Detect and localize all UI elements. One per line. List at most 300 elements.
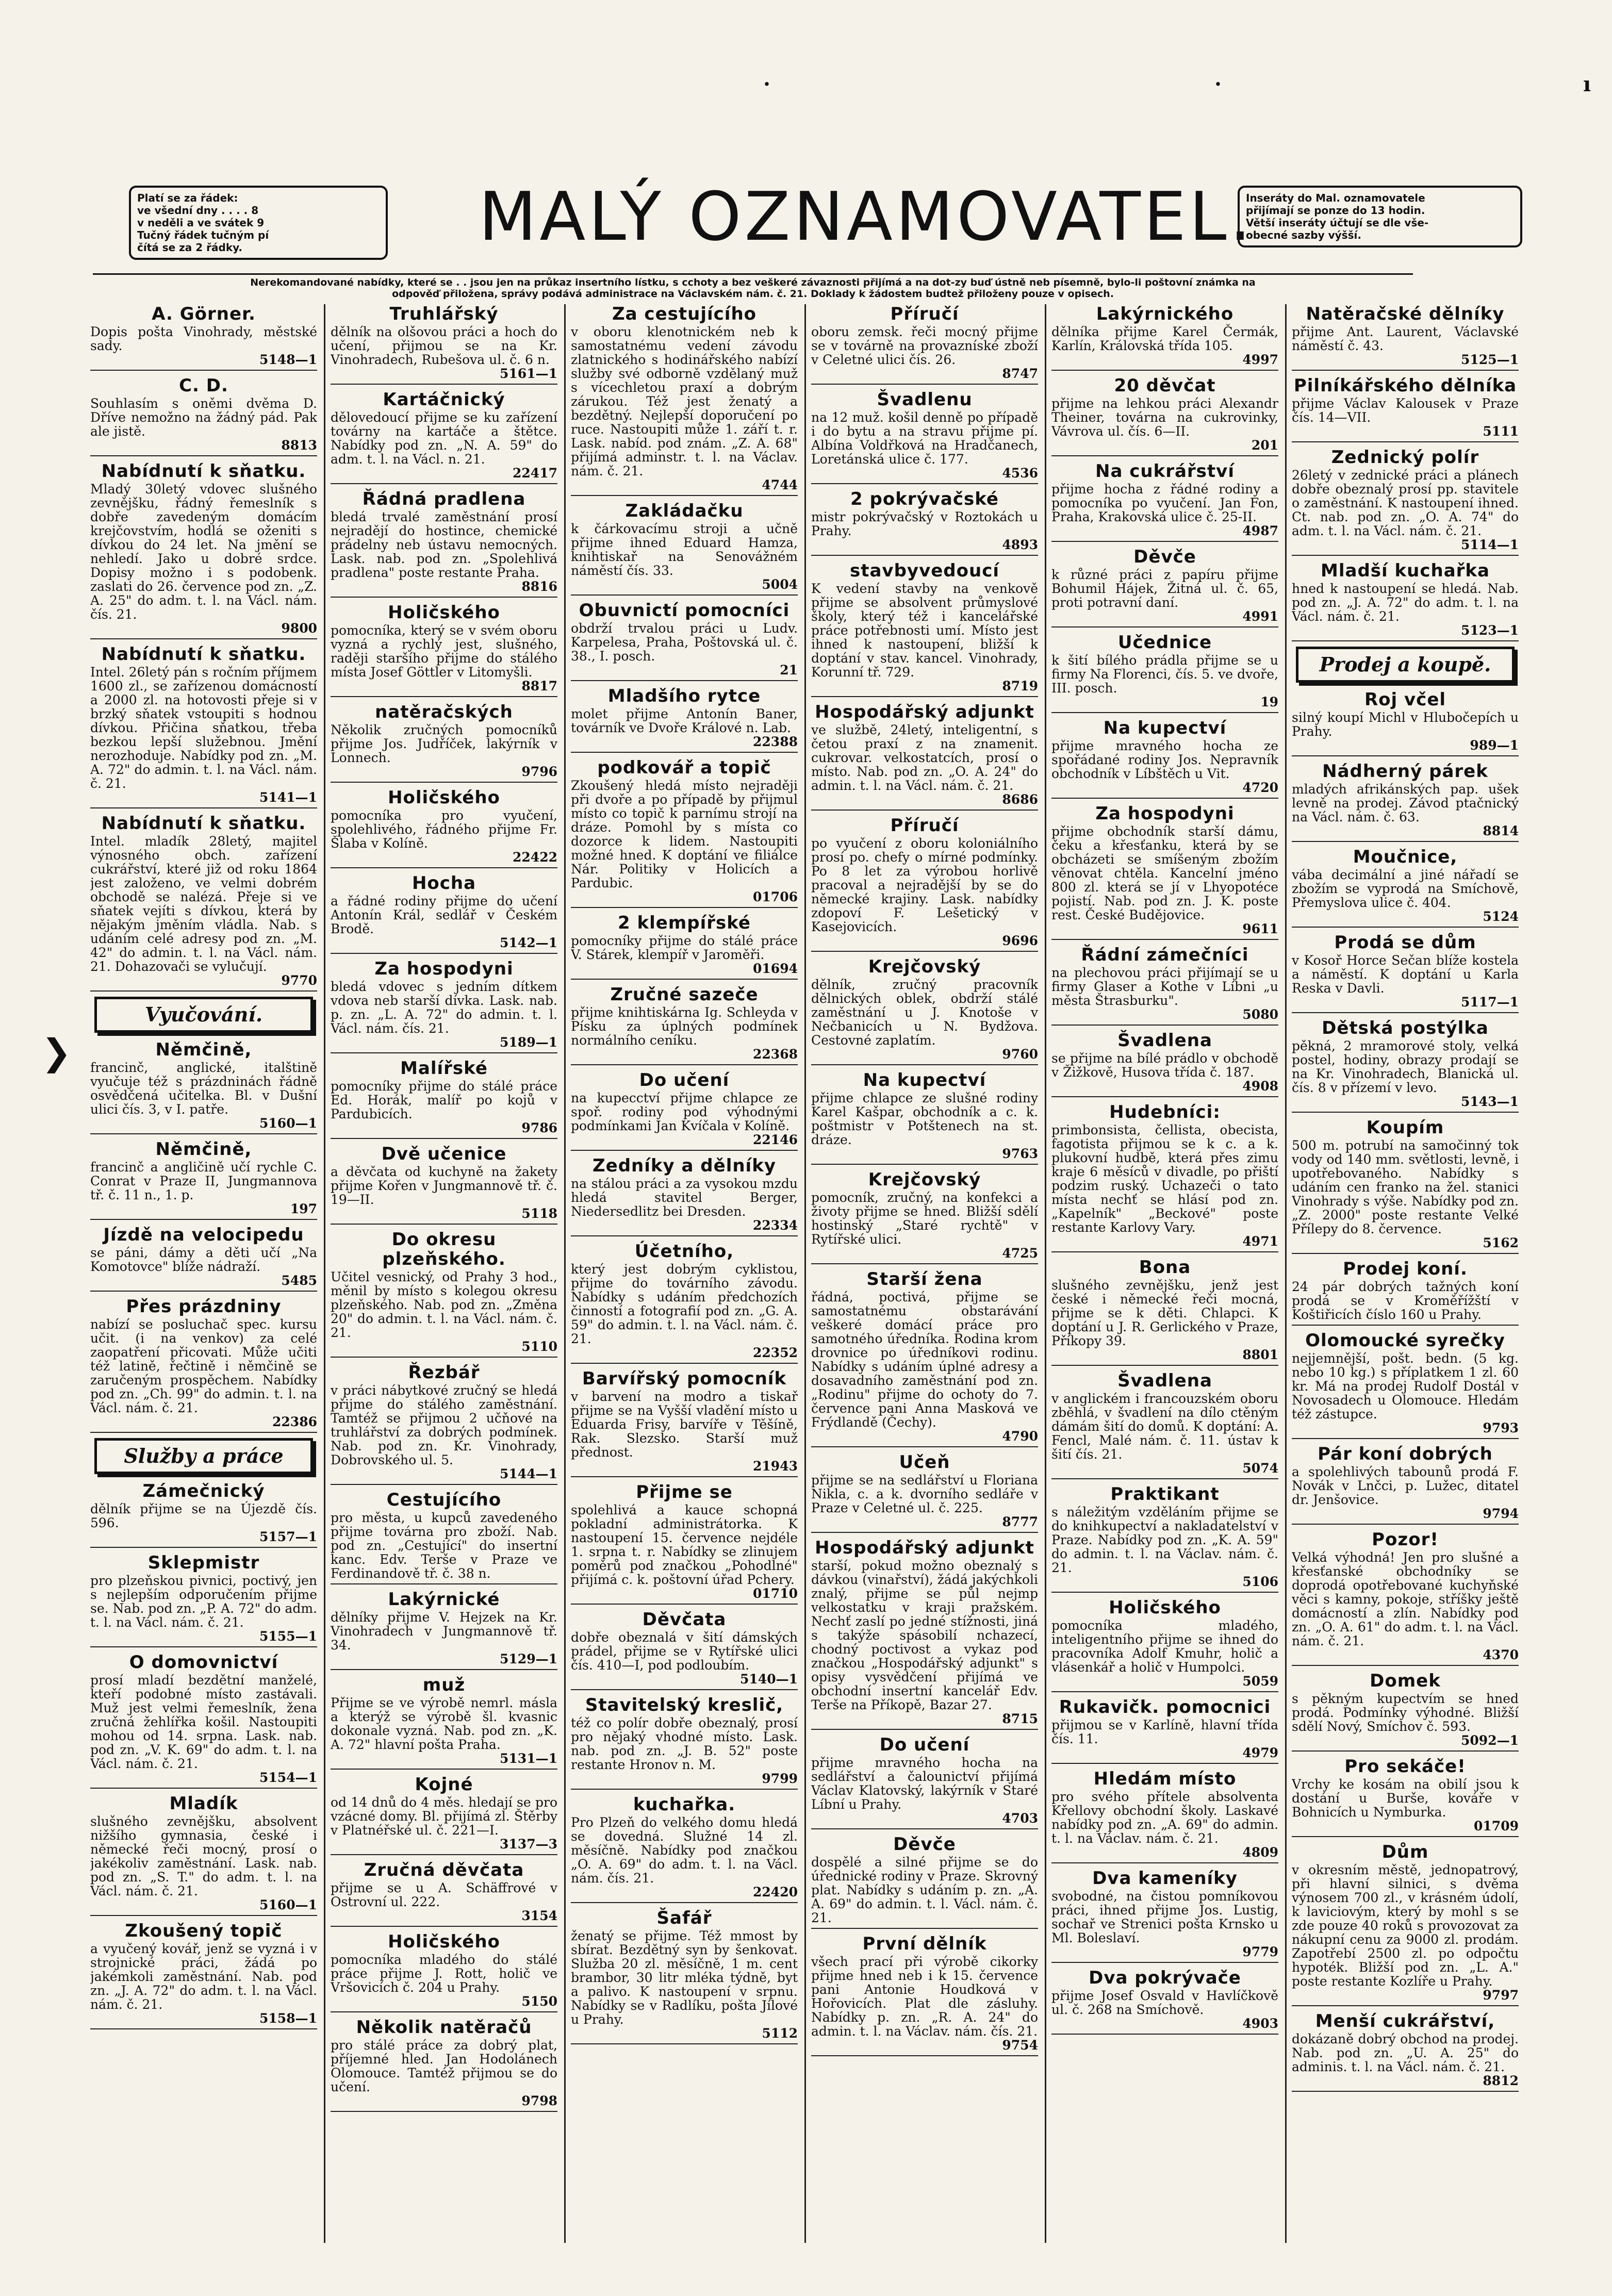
ad-code: 5117—1 (1461, 995, 1519, 1010)
ad-heading: První dělník (862, 1934, 987, 1954)
ad-code: 5141—1 (259, 790, 317, 805)
section-heading-box: Vyučování. (94, 997, 313, 1033)
classified-ad (811, 304, 1038, 385)
classified-ad (571, 601, 798, 681)
ad-body: Přijme se ve výrobě nemrl. másla a kterýž se výrobě šl. kvasnic dokonale vyzná. Nab. pod zn. „K. A. 72" hlavní pošta Praha. (331, 1695, 557, 1752)
ad-code: 22334 (753, 1218, 798, 1233)
classified-ad (571, 758, 798, 908)
ad-code: 8813 (281, 438, 317, 453)
ad-code: 4997 (1242, 352, 1278, 367)
classified-ad (331, 788, 557, 868)
ad-code: 9763 (1002, 1146, 1038, 1161)
ad-body: řádná, poctivá, přijme se samostatnému obstarávání veškeré domácí práce pro samotného úředníka. Rodina krom drovnice po úředníkovi rodinu. Nabídky s udáním úplné adresy a dosavadního zaměstnání pod zn. „Rodinu" přijme do ochoty do 7. července pani Anna Masková ve Frýdlandě (Čechy). (811, 1290, 1038, 1430)
ad-code: 8816 (521, 579, 557, 594)
ad-heading: Kartáčnický (383, 389, 505, 410)
ad-body: pomocníka pro vyučení, spolehlivého, řádného přijme Fr. Šlaba v Kolíně. (331, 808, 557, 851)
ad-body: přijme Josef Osvald v Havlíčkově ul. č. 268 na Smíchově. (1051, 1988, 1278, 2017)
ad-code: 989—1 (1470, 738, 1519, 753)
ad-code: 4703 (1002, 1811, 1038, 1826)
ad-heading: Pozor! (1372, 1529, 1439, 1550)
ad-heading: Hledám místo (1093, 1769, 1237, 1789)
ad-body: pěkná, 2 mramorové stoly, velká postel, hodiny, obrazy prodají se na Kr. Vinohradech, Blanická ul. čís. 8 v přízemí v levo. (1292, 1038, 1519, 1095)
ad-body: ženatý se přijme. Též mmost by sbírat. Bezdětný syn by šenkovat. Služba 20 zl. měsíčně, 1 m. cent brambor, 30 litr mléka týdně, byt a palivo. K nastoupení v srpnu. Nabídky se v Radlíku, pošta Jílové u Prahy. (571, 1928, 798, 2027)
ad-body: přijme obchodník starší dámu, čeku a křesťanku, která by se obcházeti se smíšeným zbožím věnovat chtěla. Kancelní jméno 800 zl. která se jí v Lhyopotéce pojistí. Nab. pod zn. J. K. poste rest. České Budějovice. (1051, 824, 1278, 922)
classified-ad (90, 461, 317, 639)
ad-code: 5140—1 (740, 1672, 798, 1687)
ad-body: pomocníky přijme do stálé práce V. Stárek, klempíř v Jaroměři. (571, 933, 798, 962)
margin-arrow-icon: ❯ (41, 1031, 72, 1073)
ad-code: 5144—1 (500, 1466, 557, 1481)
classified-ad (811, 1835, 1038, 1929)
ad-heading: Za cestujícího (612, 304, 757, 324)
ad-heading: C. D. (179, 375, 228, 396)
classified-ad (90, 304, 317, 371)
ad-heading: Přes prázdniny (126, 1296, 282, 1317)
classified-ad (1051, 1598, 1278, 1692)
ad-heading: muž (422, 1675, 466, 1695)
ad-code: 5129—1 (500, 1651, 557, 1666)
classified-ad (1051, 1031, 1278, 1097)
ad-code: 4536 (1002, 466, 1038, 481)
ad-heading: Krejčovský (868, 956, 981, 977)
ad-heading: Děvče (893, 1834, 956, 1855)
ad-code: 22368 (753, 1047, 798, 1062)
ad-body: v barvení na modro a tiskař přijme se na Vyšší vladění místo u Eduarda Frisy, barvíře v Těšíně, Rak. Slezsko. Starší muž přednost. (571, 1389, 798, 1460)
ad-heading: Moučnice, (1353, 847, 1458, 867)
ad-code: 8817 (521, 679, 557, 693)
ad-heading: Bona (1139, 1257, 1191, 1278)
ad-body: nabízí se posluchač spec. kursu učit. (i na venkov) za celé zaopatření přicovati. Může učiti též latině, řečtině i němčině se zaručeným prospěchem. Nabídky pod zn. „Ch. 99" do admin. t. l. na Václ. nám. č. 21. (90, 1317, 317, 1415)
classified-ad (1292, 690, 1519, 756)
ad-body: dělníka přijme Karel Čermák, Karlín, Královská třída 105. (1051, 324, 1278, 353)
ad-body: Učitel vesnický, od Prahy 3 hod., měnil by místo s kolegou okresu plzeňského. Nab. pod zn. „Změna 20" do admin. t. l. na Václ. nám. č. 21. (331, 1269, 557, 1340)
ad-body: Několik zručných pomocníků přijme Jos. Judříček, lakýrník v Lonnech. (331, 722, 557, 765)
classified-ad (90, 1553, 317, 1647)
ad-code: 5059 (1242, 1674, 1278, 1689)
ad-heading: Hospodářský adjunkt (815, 702, 1034, 722)
ad-heading: Mladík (169, 1793, 238, 1814)
ad-code: 5155—1 (259, 1629, 317, 1644)
classified-ad (811, 1070, 1038, 1165)
ad-code: 4725 (1002, 1246, 1038, 1261)
ad-body: též co polír dobře obeznalý, prosí pro nějaký vhodné místo. Lask. nab. pod zn. „J. B. 52" poste restante Hronov n. M. (571, 1715, 798, 1772)
ad-heading: Řezbář (408, 1362, 480, 1383)
ad-heading: Zakládačku (625, 501, 744, 521)
ad-heading: Do učení (639, 1070, 730, 1091)
column-1 (90, 304, 317, 2243)
ad-code: 9760 (1002, 1047, 1038, 1062)
ad-body: svobodné, na čistou pomníkovou práci, ihned přijme Jos. Lustig, sochař ve Strenici pošta Krnsko u Ml. Boleslaví. (1051, 1889, 1278, 1945)
classified-ad (571, 1369, 798, 1477)
ad-code: 19 (1260, 695, 1278, 709)
ad-heading: Dva pokrývače (1089, 1968, 1241, 1988)
ad-body: přijmou se v Karlíně, hlavní třída čís. 11. (1051, 1717, 1278, 1746)
ad-heading: Němčině, (155, 1039, 252, 1060)
column-rule (1285, 304, 1287, 2243)
ad-body: dělník přijme se na Újezdě čís. 596. (90, 1501, 317, 1530)
ad-body: k čárkovacímu stroji a učně přijme ihned Eduard Hamza, knihtiskař na Senovážném náměstí čís. 33. (571, 521, 798, 578)
ad-body: přijme chlapce ze slušné rodiny Karel Kašpar, obchodník a c. k. poštmistr v Potštenech na st. dráze. (811, 1091, 1038, 1147)
ad-body: přijme na lehkou práci Alexandr Theiner, továrna na cukrovinky, Vávrova ul. čís. 6—II. (1051, 396, 1278, 439)
ad-code: 9798 (521, 2093, 557, 2108)
ad-heading: Zkoušený topič (125, 1921, 283, 1941)
classified-ad (331, 1490, 557, 1584)
classified-ad (571, 1610, 798, 1690)
classified-ad (90, 645, 317, 808)
ad-body: pro města, u kupců zavedeného přijme továrna pro zboží. Nab. pod zn. „Cestující" do insertní kanc. Edv. Terše v Praze ve Ferdinandově tř. č. 38 n. (331, 1510, 557, 1581)
ad-body: 24 pár dobrých tažných koní prodá se v Kroměřížští v Koštiřicích číslo 160 u Prahy. (1292, 1279, 1519, 1322)
column-rule (804, 304, 806, 2243)
ad-code: 01706 (753, 889, 798, 904)
ad-body: dospělé a silné přijme se do úřednické rodiny v Praze. Skrovný plat. Nabídky s udáním p. zn. „A. A. 69" do admin. t. l. Václ. nám. č. 21. (811, 1855, 1038, 1925)
ad-body: Pro Plzeň do velkého domu hledá se dovedná. Služné 14 zl. měsíčně. Nabídky pod značkou „O. A. 69" do adm. t. l. na Václ. nám. čís. 21. (571, 1815, 798, 1886)
ad-heading: Malířské (400, 1058, 488, 1079)
ad-heading: Do okresu plzeňského. (382, 1229, 506, 1269)
price-line: Větší inseráty účtují se dle vše- (1246, 217, 1429, 229)
classified-ad (331, 304, 557, 385)
classified-ad (811, 957, 1038, 1065)
ad-body: spolehlivá a kauce schopná pokladní administrátorka. K nastoupení 15. července nejdéle 1. srpna t. r. Nabídky se zlinujem poměrů pod značkou „Pohodlné" přijímá c. k. poštovní úřad Pchery. (571, 1502, 798, 1587)
classified-ad (811, 702, 1038, 811)
ad-body: silný koupí Michl v Hlubočepích u Prahy. (1292, 710, 1519, 739)
classified-ad (811, 816, 1038, 952)
ad-code: 21 (780, 663, 798, 678)
ad-body: 500 m. potrubí na samočinný tok vody od 140 mm. světlosti, levně, i upotřebovaného. Nabídky s udáním cen franko na žel. stanici Vinohrady s výše. Nabídky pod zn. „Z. 2000" poste restante Velké Přílepy do 8. července. (1292, 1138, 1519, 1236)
column-3 (571, 304, 798, 2243)
classified-ad (331, 489, 557, 598)
ad-code: 3137—3 (500, 1837, 557, 1852)
classified-ad (1292, 1671, 1519, 1752)
classified-ad (811, 390, 1038, 484)
ad-body: K vedení stavby na venkově přijme se absolvent průmyslové školy, který též i kancelářské práce potřebnosti umí. Místo jest ihned k nastoupení, bližší k doptání v stav. kancel. Vinohrady, Korunní tř. 729. (811, 581, 1038, 680)
ad-heading: Několik natěračů (356, 2017, 532, 2038)
ad-code: 01709 (1474, 1819, 1519, 1834)
price-line: v neděli a ve svátek 9 (137, 217, 265, 229)
classified-ad (1051, 1968, 1278, 2035)
ad-heading: Dva kameníky (1092, 1868, 1238, 1889)
ad-code: 5125—1 (1461, 352, 1519, 367)
ad-code: 5123—1 (1461, 623, 1519, 638)
ad-body: v práci nábytkové zručný se hledá přijme do stálého zaměstnání. Tamtéž se přijmou 2 učňové na truhlářství za dobrých podmínek. Nab. pod zn. Kr. Vinohrady, Dobrovského ul. 5. (331, 1383, 557, 1467)
price-line: přijímají se ponze do 13 hodin. (1246, 204, 1425, 217)
submission-notice (93, 273, 1413, 300)
ad-code: 4720 (1242, 780, 1278, 795)
ad-heading: Učednice (1117, 632, 1212, 653)
ad-code: 5111 (1483, 424, 1519, 439)
ad-heading: Do učení (879, 1735, 970, 1755)
classified-ad (1292, 561, 1519, 641)
ad-body: který jest dobrým cyklistou, přijme do továrního závodu. Nabídky s udáním předchozích činností a fotografií pod zn. „G. A. 59" do admin. t. l. na Václ. nám. č. 21. (571, 1262, 798, 1346)
ad-code: 5160—1 (259, 1897, 317, 1912)
ad-body: a řádné rodiny přijme do učení Antonín Král, sedlář v Českém Brodě. (331, 894, 557, 936)
ad-body: Zkoušený hledá místo nejraději při dvoře a po případě by přijmul místo co topič k parnímu strojí na dráze. Pomohl by s místa co dozorce k lidem. Nastoupiti možné hned. K doptání ve filiálce Nár. Politiky v Holicích a Pardubic. (571, 778, 798, 890)
ad-body: s náležitým vzděláním přijme se do knihkupectví a nakladatelství v Praze. Nabídky pod zn. „K. A. 59" do admin. t. l. na Václav. nám. č. 21. (1051, 1505, 1278, 1575)
ad-body: v oboru klenotnickém neb k samostatnému vedení závodu zlatnického s hodinářského nabízí služby své odborně vzdělaný muž s vícechletou praxí a dobrým zárukou. Též jest ženatý a bezdětný. Nejlepší doporučení po ruce. Nastoupiti může 1. září t. r. Lask. nabíd. pod znám. „Z. A. 68" přijímá adminstr. t. l. na Václav. nám. č. 21. (571, 324, 798, 478)
classified-ad (331, 1230, 557, 1358)
column-5 (1051, 304, 1278, 2243)
classified-ad (90, 1921, 317, 2029)
ad-code: 01710 (753, 1586, 798, 1601)
ad-code: 9799 (762, 1771, 798, 1786)
ad-heading: 2 pokrývačské (850, 489, 999, 509)
ad-heading: Holičského (388, 787, 500, 808)
ad-body: pro svého přítele absolventa Křellovy obchodní školy. Laskavé nabídky pod zn. „A. 69" do admin. t. l. na Václav. nám. č. 21. (1051, 1789, 1278, 1846)
ad-code: 3154 (521, 1908, 557, 1923)
classified-ad (90, 376, 317, 456)
ad-code: 8777 (1002, 1514, 1038, 1529)
ad-heading: Dvě učenice (381, 1144, 507, 1164)
ad-body: Velká výhodná! Jen pro slušné a křesťanské obchodníky se doprodá opotřebované kuchyňské věci s kamny, pokoje, stříšky ještě domácností a zlín. Nabídky pod zn. „O. A. 61" do adm. t. l. na Václ. nám. č. 21. (1292, 1550, 1519, 1648)
ad-body: na kupecctví přijme chlapce ze spoř. rodiny pod výhodnými podmínkami Jan Kvíčala v Kolíně. (571, 1091, 798, 1133)
ad-body: primbonsista, čellista, obecista, fagotista přijmou se k c. a k. plukovní hudbě, která přes zimu kraje 6 měsíců v divadle, po přiští podzim ruský. Uchazeči o tato místa nechť se hlásí pod zn. „Kapelník" „Beckové" poste restante Karlovy Vary. (1051, 1122, 1278, 1235)
ad-code: 5148—1 (259, 352, 317, 367)
ad-heading: Zámečnický (142, 1481, 265, 1501)
classified-ad (1292, 933, 1519, 1013)
price-line: ve všední dny . . . . 8 (137, 204, 259, 217)
ad-heading: 2 klempířské (617, 913, 751, 933)
ad-code: 4971 (1242, 1234, 1278, 1249)
ad-heading: Olomoucké syrečky (1305, 1330, 1505, 1351)
price-box-left (129, 186, 388, 260)
classified-ad (811, 1452, 1038, 1533)
classified-ad (1292, 1530, 1519, 1666)
ad-heading: Roj včel (1364, 689, 1446, 710)
ad-heading: Sklepmistr (147, 1552, 260, 1573)
classified-ad (1051, 633, 1278, 713)
ad-heading: Pro sekáče! (1344, 1756, 1466, 1777)
classified-ad (1051, 1102, 1278, 1252)
classified-ad (1292, 1118, 1519, 1254)
ad-code: 4893 (1002, 537, 1038, 552)
classified-ad (331, 702, 557, 783)
ad-heading: Domek (1370, 1671, 1441, 1691)
ad-code: 4987 (1242, 523, 1278, 538)
ad-code: 5485 (281, 1273, 317, 1288)
ad-body: a děvčata od kuchyně na žakety přijme Kořen v Jungmannově tř. č. 19—II. (331, 1164, 557, 1207)
classified-ad (1292, 1757, 1519, 1837)
ad-code: 9696 (1002, 933, 1038, 948)
ad-heading: Holičského (388, 1931, 500, 1952)
ad-code: 4809 (1242, 1845, 1278, 1860)
classified-ad (571, 1482, 798, 1605)
ad-code: 5092—1 (1461, 1733, 1519, 1748)
ad-heading: Truhlářský (389, 304, 499, 324)
notice-line: odpověď přiložena, správy podává administrace na Václavském nám. č. 21. Doklady k žádostem budtež přiloženy pouze v opisech. (392, 288, 1114, 300)
classified-ad (90, 1225, 317, 1292)
ad-columns (90, 304, 1519, 2243)
ad-body: prosí mladí bezdětní manželé, kteří podobné místo zastávali. Muž jest velmi řemeslník, žena zručná žehlířka košil. Nastoupiti mohou od 14. srpna. Lask. nab. pod zn. „V. K. 69" do adm. t. l. na Václ. nám. č. 21. (90, 1673, 317, 1771)
ad-code: 9770 (281, 973, 317, 988)
ad-body: přijme se na sedlářství u Floriana Nikla, c. a k. dvorního sedláře v Praze v Celetné ul. č. 225. (811, 1473, 1038, 1515)
price-box-right (1238, 186, 1522, 247)
ad-heading: Příručí (890, 815, 959, 836)
ad-code: 8812 (1483, 2073, 1519, 2088)
classified-ad (1051, 804, 1278, 940)
ad-heading: Hocha (412, 873, 476, 894)
ad-body: se přijme na bílé prádlo v obchodě v Žižkově, Husova třída č. 187. (1051, 1051, 1278, 1080)
ad-heading: Menší cukrářství, (1315, 2011, 1495, 2031)
classified-ad (571, 985, 798, 1065)
ad-body: bledá vdovec s jedním dítkem vdova neb starší dívka. Lask. nab. p. zn. „L. A. 72" do admin. t. l. Václ. nám. čís. 21. (331, 979, 557, 1036)
ad-body: na stálou práci a za vysokou mzdu hledá stavitel Berger, Niedersedlitz bei Dresden. (571, 1176, 798, 1219)
ad-code: 5114—1 (1461, 537, 1519, 552)
ad-body: na 12 muž. košil denně po případě i do bytu a na stravu přijme pí. Albína Voldřková na Hradčanech, Loretánská ulice č. 177. (811, 410, 1038, 467)
ad-heading: natěračských (375, 702, 513, 722)
ad-code: 22146 (753, 1132, 798, 1147)
classified-ad (1051, 461, 1278, 542)
ad-body: a spolehlivých tabounů prodá F. Novák v Lnčci, p. Lužec, ditatel dr. Jenšovice. (1292, 1464, 1519, 1507)
ad-body: v anglickém i francouzském oboru zběhlá, v švadlení na dílo ctěným dámám šití do domů. K doptání: A. Fencl, Malé nám. č. 11. ústav k šití čís. 21. (1051, 1391, 1278, 1462)
ad-body: na plechovou práci přijímají se u firmy Glaser a Kothe v Líbni „u města Štrasburku". (1051, 965, 1278, 1008)
ad-body: po vyučení z oboru koloniálního prosí po. chefy o mírné podmínky. Po 8 let za výrobou horlivě pracoval a nejradější by se do německé krajiny. Lask. nabídky zdopoví F. Lešetický v Kasejovicích. (811, 836, 1038, 934)
ad-body: Vrchy ke kosám na obilí jsou k dostání u Burše, kováře v Bohnicích u Nymburka. (1292, 1777, 1519, 1820)
classified-ad (90, 1794, 317, 1916)
ad-heading: Starší žena (866, 1269, 983, 1290)
ad-heading: Za hospodyni (1095, 803, 1235, 824)
ad-code: 01694 (753, 961, 798, 976)
ad-body: vába decimální a jiné nářadí se zbožím se vyprodá na Smíchově, Přemyslova ulice č. 404. (1292, 867, 1519, 910)
classified-ad (1051, 376, 1278, 456)
classified-ad (1051, 718, 1278, 799)
ad-code: 22420 (753, 1885, 798, 1899)
classified-ad (90, 1653, 317, 1789)
ad-body: přijme knihtiskárna Ig. Schleyda v Písku za úplných podmínek normálního ceníku. (571, 1005, 798, 1048)
column-rule (1045, 304, 1046, 2243)
ad-heading: Za hospodyni (374, 959, 514, 979)
classified-ad (811, 1735, 1038, 1829)
edge-mark: · (1214, 72, 1222, 96)
ad-heading: Zručné sazeče (610, 984, 759, 1005)
ad-code: 4744 (762, 477, 798, 492)
ad-heading: Barvířský pomocník (582, 1368, 787, 1389)
ad-code: 22352 (753, 1345, 798, 1360)
classified-ad (1292, 2011, 1519, 2092)
ad-heading: Účetního, (634, 1241, 734, 1262)
ad-heading: Holičského (388, 602, 500, 623)
ad-code: 5158—1 (259, 2011, 317, 2026)
ad-heading: 20 děvčat (1114, 375, 1216, 396)
ad-body: přijme Václav Kalousek v Praze čís. 14—VII. (1292, 396, 1519, 425)
ad-body: pomocník, zručný, na konfekci a životy přijme se hned. Bližší sdělí hostinský „Staré rychtě" v Rytířské ulici. (811, 1190, 1038, 1247)
ad-heading: Učeň (899, 1452, 950, 1473)
section-heading-box: Prodej a koupě. (1296, 647, 1515, 683)
ad-code: 5143—1 (1461, 1094, 1519, 1109)
ad-body: pomocníka, který se v svém oboru vyzná a rychlý jest, slušného, raději staršího přijme do stálého místa Josef Göttler v Litomyšli. (331, 623, 557, 680)
ad-code: 9754 (1002, 2038, 1038, 2053)
ad-body: pro plzeňskou pivnici, poctivý, jen s nejlepším odporučením přijme se. Nab. pod zn. „P. A. 72" do adm. t. l. na Václ. nám. č. 21. (90, 1573, 317, 1630)
ad-body: slušného zevnějšku, jenž jest české i německé řeči mocná, přijme se k děti. Chlapci. K doptání u J. R. Gerlického v Praze, Příkopy 39. (1051, 1278, 1278, 1348)
ad-code: 9796 (521, 764, 557, 779)
ad-body: v okresním městě, jednopatrový, při hlavní silnici, s dvěma výnosem 700 zl., v krásném údolí, k laviciovým, který by mohl s se zde pouze 40 roků s provozovat za nákupní cenu za 9000 zl. prodám. Zapotřebí 2500 zl. po odpočtu hypoték. Bližší pod zn. „L. A." poste restante Kozlíře u Prahy. (1292, 1862, 1519, 1989)
classified-ad (331, 1590, 557, 1670)
ad-body: Mladý 30letý vdovec slušného zevnějšku, řádný řemeslník s dobře zavedeným domácím krejčovstvím, hodlá se oženiti s dívkou do 24 let. Na jmění se nehledí. Jako u dobré srdce. Dopisy možno i s podobenk. zaslati do 26. července pod zn. „Z. A. 25" do adm. t. l. na Václ. nám. čís. 21. (90, 482, 317, 622)
ad-heading: Přijme se (636, 1482, 733, 1502)
price-line: čítá se za 2 řádky. (137, 241, 242, 254)
classified-ad (571, 1795, 798, 1903)
ad-heading: Dětská postýlka (1322, 1018, 1489, 1038)
ad-heading: Stavitelský kreslič, (585, 1695, 784, 1715)
ad-code: 5157—1 (259, 1529, 317, 1544)
classified-ad (331, 390, 557, 484)
classified-ad (1292, 1259, 1519, 1326)
ad-code: 5189—1 (500, 1035, 557, 1050)
ad-body: v Kosoř Horce Sečan blíže kostela a náměstí. K doptání u Karla Reska v Davli. (1292, 953, 1519, 996)
classified-ad (1292, 847, 1519, 928)
classified-ad (90, 1040, 317, 1134)
ad-body: Intel. mladík 28letý, majitel výnosného obch. zařízení cukrářství, které již od roku 1864 jest založeno, ve velmi dobrém obchodě se nalézá. Přeje si ve sňatek vejíti s dívkou, která by nějakým jměním vládla. Nab. s udáním celé adresy pod zn. „M. 42" do admin. t. l. na Václ. nám. 21. Dohazovači se vylučují. (90, 834, 317, 974)
ad-heading: Zedníky a dělníky (593, 1155, 776, 1176)
classified-ad (571, 913, 798, 980)
ad-body: dělník, zručný pracovník dělnických oblek, obdrží stálé zaměstnání u J. Knotoše v Nečbanicích u N. Bydžova. Cestovné zaplatím. (811, 977, 1038, 1048)
ad-code: 4370 (1483, 1647, 1519, 1662)
classified-ad (331, 2018, 557, 2112)
ad-heading: stavbyvedoucí (849, 560, 1000, 581)
classified-ad (1292, 376, 1519, 442)
ad-heading: Rukavičk. pomocnici (1059, 1697, 1271, 1717)
ad-heading: Švadlena (1117, 1030, 1212, 1051)
ad-body: pomocníka mladého do stálé práce přijme J. Rott, holič ve Vršovicích č. 204 u Prahy. (331, 1952, 557, 1995)
edge-mark: ı (1583, 72, 1591, 96)
ad-code: 8747 (1002, 366, 1038, 381)
ad-heading: Řádná pradlena (362, 489, 526, 509)
classified-ad (90, 1139, 317, 1220)
classified-ad (1051, 1258, 1278, 1366)
ad-code: 9611 (1242, 921, 1278, 936)
ad-heading: Němčině, (155, 1139, 252, 1160)
ad-body: s pěkným kupectvím se hned prodá. Podmínky výhodné. Bližší sdělí Nový, Smíchov č. 593. (1292, 1691, 1519, 1734)
ad-body: oboru zemsk. řeči mocný přijme se v továrně na provazníské zboží v Celetné ulici čís. 26. (811, 324, 1038, 367)
notice-line: Nerekomandované nabídky, které se . . jsou jen na průkaz insertního lístku, s cchoty a bez veškeré závaznosti přijímá a na dot-zy buď ústně neb písemně, bylo-li poštovní známka na (250, 277, 1256, 288)
ad-heading: Mladší kuchařka (1321, 560, 1490, 581)
ad-code: 9779 (1242, 1944, 1278, 1959)
classified-ad (331, 603, 557, 697)
classified-ad (1292, 1018, 1519, 1113)
ad-body: molet přijme Antonín Baner, továrník ve Dvoře Králové n. Lab. (571, 706, 798, 735)
ad-heading: podkovář a topič (597, 757, 771, 778)
price-line: obecné sazby výšší. (1246, 229, 1361, 241)
classified-ad (571, 1695, 798, 1790)
classified-ad (1292, 304, 1519, 371)
classified-ad (1292, 762, 1519, 842)
section-heading-box: Služby a práce (94, 1438, 313, 1474)
edge-mark: · (763, 72, 770, 96)
classified-ad (331, 1860, 557, 1927)
ad-heading: Kojné (415, 1774, 473, 1795)
ad-body: nejjemnější, pošt. bedn. (5 kg. nebo 10 kg.) s příplatkem 1 zl. 60 kr. Má na prodej Rudolf Dostál v Novosadech u Olomouce. Hledám též zástupce. (1292, 1351, 1519, 1422)
ad-code: 22422 (513, 850, 557, 865)
ad-heading: Holičského (1109, 1597, 1221, 1618)
ad-heading: Švadlenu (877, 389, 973, 410)
classified-ad (811, 1269, 1038, 1447)
ad-body: obdrží trvalou práci u Ludv. Karpelesa, Praha, Poštovská ul. č. 38., I. posch. (571, 621, 798, 664)
ad-heading: Děvčata (642, 1609, 727, 1630)
ad-heading: Prodá se dům (1334, 932, 1476, 953)
ad-heading: Koupím (1366, 1117, 1444, 1138)
ad-heading: Příručí (890, 304, 959, 324)
ad-code: 5161—1 (500, 366, 557, 381)
ad-heading: Jízdě na velocipedu (103, 1225, 304, 1245)
classified-ad (811, 561, 1038, 697)
ad-code: 9800 (281, 621, 317, 636)
ad-heading: Mladšího rytce (607, 686, 761, 706)
column-rule (324, 304, 325, 2243)
classified-ad (571, 1908, 798, 2044)
column-4 (811, 304, 1038, 2243)
ad-heading: Zručná děvčata (364, 1860, 524, 1880)
ad-body: Souhlasím s oněmi dvěma D. Dříve nemožno na žádný pád. Pak ale jistě. (90, 396, 317, 439)
classified-ad (331, 1775, 557, 1855)
ad-heading: A. Görner. (152, 304, 256, 324)
